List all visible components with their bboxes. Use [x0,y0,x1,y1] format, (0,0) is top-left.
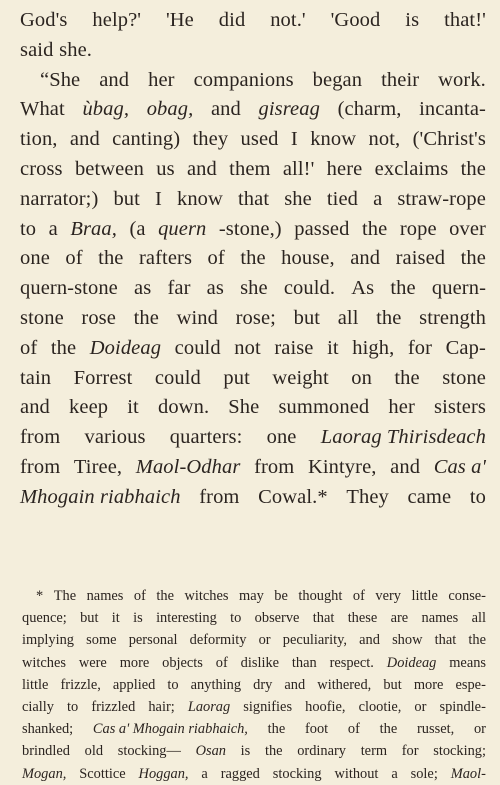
word: little [22,676,49,693]
word: withered, [317,676,372,693]
word: from [254,455,295,478]
word: ragged [220,765,260,782]
word: from [199,485,240,508]
italic-term: Osan [195,743,226,760]
word: stone [442,366,486,389]
word: objects [162,654,203,671]
footnote-line [22,696,486,718]
word: put [223,366,250,389]
word: it [327,336,339,359]
word: may [239,588,264,604]
word: hoofie, [305,698,346,715]
word: not.' [270,9,306,31]
word: quence; [22,610,67,627]
body-line [20,155,486,185]
word: to [67,698,79,715]
word: Kintyre, [307,455,377,478]
word: and [359,632,380,649]
word: to [20,217,37,240]
body-line [20,95,486,125]
italic-term: Mogan, [22,765,67,782]
word: us [156,157,175,180]
word: respect. [329,654,374,671]
word: the [361,217,388,240]
word: on [351,366,372,389]
word: but [113,187,140,210]
word: signifies [243,698,293,715]
word: a [391,765,398,782]
word: the [394,366,420,389]
footnote-line [22,585,486,607]
word: were [78,654,107,671]
word: raise [274,336,314,359]
word: used [240,128,279,151]
italic-term: Doideag [89,336,162,359]
word: means [449,654,486,671]
italic-term: Laorag Thirisdeach [320,426,486,449]
word: clootie, [358,698,402,715]
word: “She [40,68,81,91]
body-line [20,364,486,394]
footnote-line [22,607,486,629]
word: of [352,588,365,604]
word: rope [399,217,437,240]
word: of [207,247,225,270]
word: quarters: [169,426,243,449]
word: the [98,247,124,270]
word: Cap- [445,336,486,359]
word: They [346,485,389,508]
word: witches [184,588,229,604]
word: could. [283,277,336,300]
word: the [240,247,266,270]
word: rose; [235,306,276,329]
word: to [230,610,242,627]
word: names [86,588,124,604]
word: to [469,485,486,508]
word: know [176,187,223,210]
word: it [111,610,120,627]
word: passed [294,217,350,240]
word: and [69,128,100,151]
word: sisters [434,396,486,419]
word: it [127,396,139,419]
word: a [48,217,58,240]
word: the [390,277,416,300]
word: espe- [455,676,486,693]
word: all [471,610,486,627]
word: and [20,396,50,419]
word: is [240,743,251,760]
italic-term: Maol- [450,765,486,782]
word: anything [190,676,242,693]
word: term [360,743,388,760]
word: quern-stone [20,277,118,300]
word: deformity [189,632,247,649]
body-line [20,393,486,423]
body-line [20,36,486,66]
word: russet, [417,721,455,738]
word: them [229,157,271,180]
word: are [390,610,409,627]
word: far [167,277,191,300]
word: rose [81,306,116,329]
word: shanked; [22,721,74,738]
word: ordinary [297,743,346,760]
word: be [274,588,288,604]
word: peculiarity, [282,632,347,649]
word: and [350,247,381,270]
word: but [80,610,99,627]
word: keep [69,396,109,419]
word: of [65,247,83,270]
italic-term: Cas a' [433,455,486,478]
word: thought [298,588,343,604]
footnote-line [22,629,486,651]
word: or [258,632,271,649]
word: said [20,38,54,61]
word: the [264,743,283,760]
word: frizzled [91,698,136,715]
body-line [20,304,486,334]
word: very [375,588,401,604]
word: the [468,632,486,649]
word: the [379,721,398,738]
word: Cowal.* [258,485,328,508]
word: applied [112,676,156,693]
word: tied [326,187,359,210]
word: is [405,9,420,31]
word: rafters [139,247,193,270]
word: a [373,187,383,210]
italic-term: Maol-Odhar [135,455,241,478]
word: dislike [240,654,280,671]
word: witches [22,654,66,671]
word: the [267,721,286,738]
word: ('Christ's [412,128,486,151]
word: (charm, [337,98,402,121]
word: as [134,277,152,300]
word: cially [22,698,54,715]
word: stocking [272,765,322,782]
word: came [407,485,452,508]
body-line [20,185,486,215]
body-line [20,215,486,245]
word: old [84,743,104,760]
word: all [337,306,359,329]
word: some [86,632,117,649]
body-line [20,274,486,304]
word: sole; [410,765,438,782]
italic-term: Mhogain riabhaich [20,485,181,508]
word: began [312,68,363,91]
word: the [460,247,486,270]
word: What [20,98,65,121]
word: frizzle, [60,676,101,693]
word: not, [368,128,401,151]
word: She [228,396,260,419]
word: all!' [282,157,315,180]
word: spindle- [439,698,486,715]
word: implying [22,632,74,649]
word: of [133,588,146,604]
word: one [266,426,297,449]
word: the [156,588,174,604]
word: summoned [278,396,370,419]
word: they [192,128,229,151]
main-text [20,6,486,513]
italic-term: quern [158,217,207,240]
word: or [414,698,427,715]
body-line [20,6,486,36]
word: stone [20,306,64,329]
word: Forrest [73,366,133,389]
word: straw-rope [397,187,486,210]
word: that [312,610,335,627]
word: the [460,157,486,180]
word: dry [253,676,273,693]
word: little [411,588,438,604]
word: tain [20,366,52,389]
word: 'He [165,9,194,31]
word: hair; [148,698,175,715]
word: without [334,765,379,782]
word: but [383,676,402,693]
word: she [240,277,268,300]
word: narrator;) [20,187,99,210]
word: than [291,654,317,671]
word: help?' [92,9,142,31]
word: her [148,68,175,91]
word: that!' [444,9,486,31]
word: raised [395,247,446,270]
word: names [421,610,459,627]
word: more [119,654,150,671]
word: various [84,426,146,449]
italic-term: Braa, [70,217,117,240]
italic-term: obag, [146,98,194,121]
word: the [50,336,77,359]
italic-term: ùbag, [82,98,130,121]
word: cross [20,157,63,180]
footnote-line [22,674,486,696]
word: The [53,588,77,604]
word: wind [176,306,218,329]
word: and [210,98,241,121]
word: more [413,676,444,693]
word: -stone,) [218,217,282,240]
word: that [434,632,457,649]
word: to [167,676,179,693]
word: but [293,306,321,329]
word: 'Good [330,9,381,31]
word: between [74,157,144,180]
word: the [376,306,402,329]
italic-term: Doideag [386,654,437,671]
word: weight [272,366,329,389]
italic-term: Laorag [187,698,231,715]
word: stocking— [117,743,181,760]
word: over [449,217,486,240]
word: for [401,743,419,760]
italic-term: Cas a' Mhogain riabhaich, [92,721,248,738]
word: exclaims [374,157,449,180]
word: from [20,455,61,478]
footnote [22,585,486,785]
body-line [20,125,486,155]
word: is [133,610,143,627]
word: did [218,9,246,31]
body-line [20,483,486,513]
word: their [381,68,420,91]
word: I [155,187,162,210]
word: and [390,455,421,478]
word: interesting [156,610,217,627]
word: Scottice [79,765,126,782]
word: down. [157,396,210,419]
word: As [351,277,375,300]
word: and [99,68,130,91]
word: of [215,654,228,671]
body-line [20,66,486,96]
word: * [36,588,44,604]
italic-term: Hoggan, [138,765,189,782]
word: tion, [20,128,58,151]
italic-term: gisreag [258,98,320,121]
word: Tiree, [73,455,123,478]
word: conse- [448,588,486,604]
word: for [407,336,433,359]
word: of [20,336,38,359]
word: could [154,366,201,389]
word: as [206,277,224,300]
word: and [284,676,306,693]
word: I [290,128,298,151]
footnote-line [22,718,486,740]
word: here [326,157,363,180]
word: observe [254,610,300,627]
word: a [201,765,208,782]
word: could [174,336,221,359]
word: show [392,632,423,649]
word: (a [129,217,146,240]
word: of [347,721,360,738]
footnote-line [22,652,486,674]
word: personal [128,632,178,649]
word: incanta- [419,98,486,121]
word: the [133,306,159,329]
word: know [310,128,357,151]
word: brindled [22,743,70,760]
word: from [20,426,61,449]
body-line [20,244,486,274]
word: and [186,157,217,180]
word: she. [59,38,93,61]
word: that [238,187,270,210]
word: strength [419,306,486,329]
body-line [20,423,486,453]
word: house, [281,247,335,270]
word: her [388,396,415,419]
word: these [347,610,378,627]
word: canting) [112,128,181,151]
word: quern- [431,277,486,300]
footnote-line [22,740,486,762]
word: God's [20,9,68,31]
word: companions [193,68,294,91]
word: one [20,247,50,270]
word: not [234,336,261,359]
word: work. [438,68,486,91]
footnote-line [22,763,486,785]
word: foot [304,721,329,738]
word: she [284,187,312,210]
word: high, [352,336,395,359]
word: stocking; [433,743,486,760]
body-line [20,453,486,483]
body-line [20,334,486,364]
word: or [473,721,486,738]
